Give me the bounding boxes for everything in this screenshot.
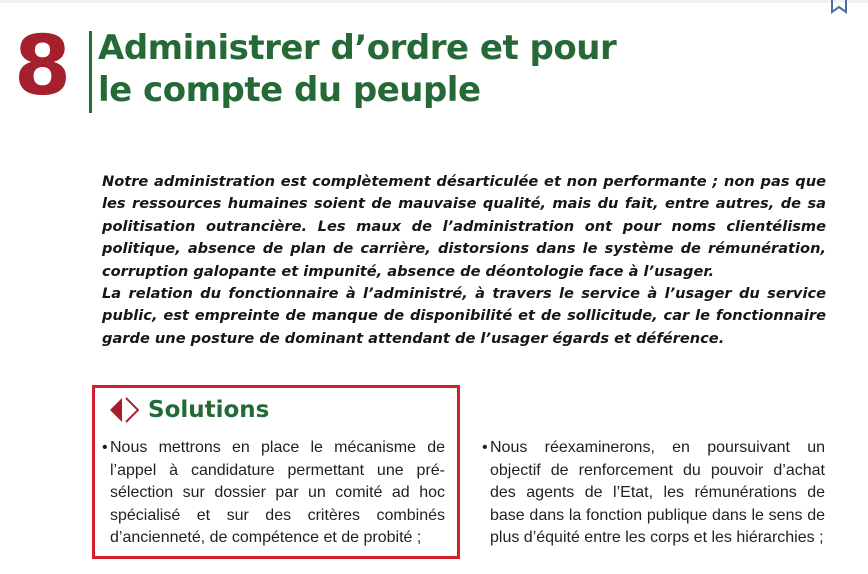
solutions-heading: Solutions <box>148 397 270 423</box>
bookmark-icon[interactable] <box>829 0 849 14</box>
intro-paragraph: Notre administration est complètement désarticulée et non performante ; non pas que les ressources humaines soient de mauvaise qualité, mais du fait, entre autres, de sa politisation outrancière. Les maux de l’administration ont pour noms clientélisme politique, absence de plan de carrière, distorsions dans le système de rémunération, corruption galopante et impunité, absence de déontologie face à l’usager. <box>102 173 826 280</box>
solution-item-text: Nous mettrons en place le mécanisme de l’appel à candidature permettant une pré-sélection sur dossier par un comité ad hoc spécialisé et sur des critères combinés d’ancienneté, de compétence et de probité ; <box>110 439 445 546</box>
solution-item <box>482 437 825 550</box>
chapter-number: 8 <box>14 19 70 114</box>
solution-item-text: Nous réexaminerons, en poursuivant un objectif de renforcement du pouvoir d’achat des agents de l’Etat, les rémunérations de base dans la fonction publique dans le sens de plus d’équité entre les corps et les hiérarchies ; <box>490 439 825 546</box>
solution-item <box>102 437 445 550</box>
chapter-title-line2: le compte du peuple <box>98 70 481 110</box>
intro-paragraph: La relation du fonctionnaire à l’administré, à travers le service à l’usager du service public, est empreinte de manque de disponibilité et de sollicitude, car le fonctionnaire garde une posture de dominant attendant de l’usager égards et déférence. <box>102 285 826 347</box>
chapter-title <box>98 27 718 111</box>
bullet: • <box>102 439 108 456</box>
intro-text <box>102 171 826 350</box>
diamond-arrow-icon <box>109 397 139 423</box>
page-top-edge <box>0 0 868 3</box>
chapter-title-line1: Administrer d’ordre et pour <box>98 28 617 68</box>
bullet: • <box>482 439 488 456</box>
title-divider <box>89 31 92 113</box>
